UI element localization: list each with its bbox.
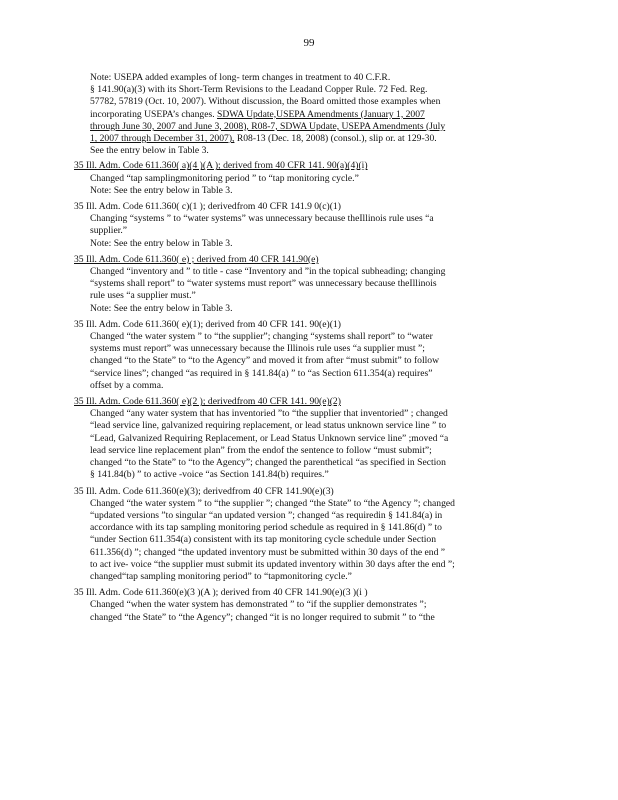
entry-body bbox=[90, 408, 544, 481]
note-line: See the entry below in Table 3. bbox=[90, 145, 209, 157]
entry-line: Note: See the entry below in Table 3. bbox=[90, 184, 233, 196]
entry-line: rule uses “a supplier must.” bbox=[90, 290, 196, 302]
entry-citation: 35 Ill. Adm. Code 611.360( c)(1 ); derivedfrom 40 CFR 141.9 0(c)(1) bbox=[74, 201, 341, 213]
entry-line: changed “to the State” to “to the Agency” and moved it from after “must submit” to follow bbox=[90, 355, 440, 367]
note-line: 57782, 57819 (Oct. 10, 2007). Without discussion, the Board omitted those examples when bbox=[90, 96, 441, 108]
table-entry bbox=[74, 396, 544, 481]
entry-body bbox=[90, 213, 544, 250]
entry-line: “updated versions ”to singular “an updated version ”; changed “as requiredin § 141.84(a) in bbox=[90, 509, 443, 521]
table-entry bbox=[74, 587, 544, 624]
entry-line: Note: See the entry below in Table 3. bbox=[90, 237, 233, 249]
entry-line: § 141.84(b) ” to active -voice “as Section 141.84(b) requires.” bbox=[90, 469, 329, 481]
document-body bbox=[74, 72, 544, 628]
entry-line: Changed “tap samplingmonitoring period ” to “tap monitoring cycle.” bbox=[90, 172, 359, 184]
entry-line: “systems shall report” to “water systems must report” was unnecessary because theIllinois bbox=[90, 278, 437, 290]
entry-line: Changed “any water system that has inventoried ”to “the supplier that inventoried” ; changed bbox=[90, 408, 448, 420]
entry-body bbox=[90, 173, 544, 197]
note-line bbox=[90, 109, 544, 121]
entry-line: “lead service line, galvanized requiring replacement, or lead status unknown service line ” to bbox=[90, 420, 447, 432]
entry-line: changed “to the State” to “to the Agency”; changed the parenthetical “as specified in Section bbox=[90, 457, 446, 469]
entry-line: “service lines”; changed “as required in § 141.84(a) ” to “as Section 611.354(a) requires” bbox=[90, 367, 433, 379]
table-entry bbox=[74, 160, 544, 197]
entry-line: to act ive- voice “the supplier must submit its updated inventory within 30 days after the end ”; bbox=[90, 558, 455, 570]
entries-list bbox=[74, 160, 544, 623]
entry-line: Changed “the water system ” to “the supplier ”; changed “the State” to “the Agency ”; changed bbox=[90, 497, 455, 509]
entry-line: Changed “the water system ” to “the supplier”; changing “systems shall report” to “water bbox=[90, 331, 433, 343]
note-text: R08-13 (Dec. 18, 2008) (consol.), slip or. at 129-30. bbox=[234, 133, 437, 145]
entry-line: Note: See the entry below in Table 3. bbox=[90, 302, 233, 314]
entry-line: “under Section 611.354(a) consistent with its tap monitoring cycle schedule under Section bbox=[90, 534, 437, 546]
entry-line: Changing “systems ” to “water systems” was unnecessary because theIllinois rule uses “a bbox=[90, 213, 434, 225]
page-number: 99 bbox=[303, 37, 315, 49]
entry-line: changed “the State” to “the Agency”; changed “it is no longer required to submit ” to “the bbox=[90, 611, 435, 623]
amendment-citation: 1, 2007 through December 31, 2007), bbox=[90, 133, 235, 145]
entry-line: offset by a comma. bbox=[90, 379, 164, 391]
entry-line: accordance with its tap sampling monitoring period schedule as required in § 141.86(d) ” to bbox=[90, 522, 442, 534]
entry-citation: 35 Ill. Adm. Code 611.360( e)(1); derived from 40 CFR 141. 90(e)(1) bbox=[74, 318, 341, 330]
table-entry bbox=[74, 201, 544, 250]
table-entry bbox=[74, 486, 544, 584]
entry-line: changed“tap sampling monitoring period” to “tapmonitoring cycle.” bbox=[90, 570, 352, 582]
amendment-citation: SDWA Update,USEPA Amendments (January 1, 2007 bbox=[217, 108, 425, 120]
entry-citation: 35 Ill. Adm. Code 611.360(e)(3); derivedfrom 40 CFR 141.90(e)(3) bbox=[74, 485, 334, 497]
note-line: through June 30, 2007 and June 3, 2008), R08-7, SDWA Update, USEPA Amendments (July bbox=[90, 120, 446, 132]
entry-line: lead service line replacement plan” from the endof the sentence to follow “must submit”; bbox=[90, 444, 432, 456]
intro-note bbox=[90, 72, 544, 157]
note-text: incorporating USEPA’s changes. bbox=[90, 108, 218, 120]
entry-body bbox=[90, 331, 544, 392]
entry-citation: 35 Ill. Adm. Code 611.360( a)(4 )(A ); derived from 40 CFR 141. 90(a)(4)(i) bbox=[74, 160, 368, 172]
entry-line: 611.356(d) ”; changed “the updated inventory must be submitted within 30 days of the end ” bbox=[90, 546, 446, 558]
entry-citation: 35 Ill. Adm. Code 611.360( e) ; derived from 40 CFR 141.90(e) bbox=[74, 253, 319, 265]
entry-citation: 35 Ill. Adm. Code 611.360(e)(3 )(A ); derived from 40 CFR 141.90(e)(3 )(i ) bbox=[74, 587, 368, 599]
note-line: Note: USEPA added examples of long- term changes in treatment to 40 C.F.R. bbox=[90, 72, 391, 83]
table-entry bbox=[74, 319, 544, 392]
entry-line: Changed “inventory and ” to title - case “Inventory and ”in the topical subheading; changing bbox=[90, 266, 446, 278]
table-entry bbox=[74, 254, 544, 315]
entry-line: supplier.” bbox=[90, 225, 128, 237]
note-line bbox=[90, 133, 544, 145]
entry-line: Changed “when the water system has demonstrated ” to “if the supplier demonstrates ”; bbox=[90, 599, 427, 611]
entry-body bbox=[90, 498, 544, 583]
entry-line: “Lead, Galvanized Requiring Replacement, or Lead Status Unknown service line” ;moved “a bbox=[90, 432, 449, 444]
entry-citation: 35 Ill. Adm. Code 611.360( e)(2 ); derivedfrom 40 CFR 141. 90(e)(2) bbox=[74, 396, 341, 408]
entry-body bbox=[90, 599, 544, 623]
entry-line: systems must report” was unnecessary because the Illinois rule uses “a supplier must ”; bbox=[90, 343, 425, 355]
note-line: § 141.90(a)(3) with its Short-Term Revisions to the Leadand Copper Rule. 72 Fed. Reg. bbox=[90, 84, 428, 96]
entry-body bbox=[90, 266, 544, 315]
